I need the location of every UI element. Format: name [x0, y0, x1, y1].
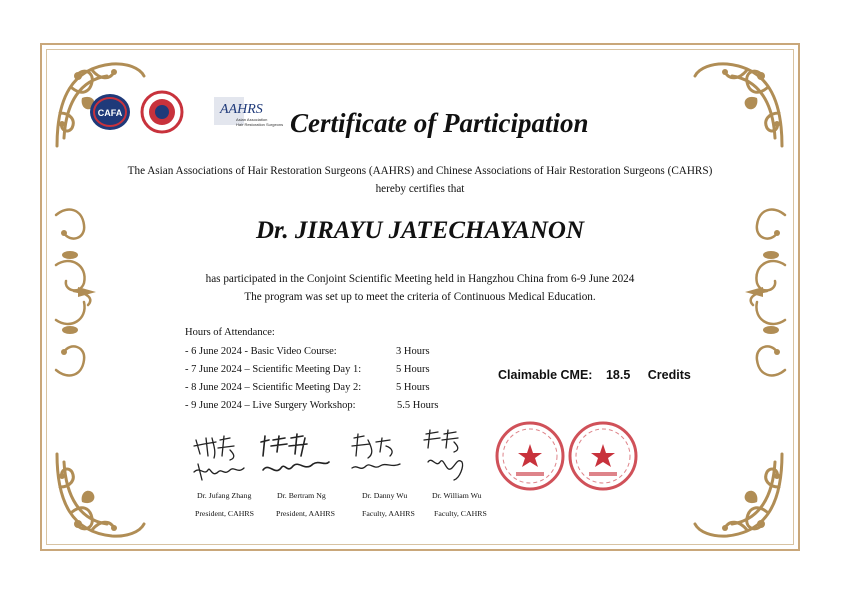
hours-item-label: - 7 June 2024 – Scientific Meeting Day 1:: [185, 364, 362, 375]
signature-bertram-ng: [255, 432, 335, 482]
hours-item-label: - 9 June 2024 – Live Surgery Workshop:: [185, 400, 356, 411]
hours-item-value: 3 Hours: [396, 346, 430, 357]
aahrs-logo: [214, 93, 284, 133]
signatory-role: President, CAHRS: [195, 509, 254, 518]
cafa-logo-text: CAFA: [97, 108, 123, 118]
signatory-name: Dr. Danny Wu: [362, 491, 408, 500]
signatory-role: President, AAHRS: [276, 509, 335, 518]
hours-item-value: 5 Hours: [396, 382, 430, 393]
signatory-name: Dr. Bertram Ng: [277, 491, 326, 500]
signature-william-wu: [418, 428, 474, 484]
cme-summary: [498, 368, 691, 382]
certificate-title: Certificate of Participation: [290, 108, 589, 138]
hours-item-label: - 8 June 2024 – Scientific Meeting Day 2:: [185, 382, 362, 393]
hours-item-value: 5 Hours: [396, 364, 430, 375]
hours-item-label: - 6 June 2024 - Basic Video Course:: [185, 346, 337, 357]
hours-item-value: 5.5 Hours: [397, 400, 439, 411]
signatory-role: Faculty, AAHRS: [362, 509, 415, 518]
signatory-name: Dr. Jufang Zhang: [197, 491, 252, 500]
aahrs-logo-sub2: Hair Restoration Surgeons: [236, 122, 284, 127]
corner-ornament-top-right: [692, 58, 787, 150]
cme-label: Claimable CME:: [498, 368, 593, 382]
cme-value: 18.5: [605, 368, 631, 382]
aahrs-logo-text: AAHRS: [220, 102, 263, 117]
recipient-name: Dr. JIRAYU JATECHAYANON: [255, 217, 585, 244]
cafa-logo: [88, 92, 132, 132]
side-ornament-left: [48, 195, 100, 390]
intro-line-1: The Asian Associations of Hair Restoration Surgeons (AAHRS) and Chinese Associations of Hair Restoration Surgeons (CAHRS): [127, 165, 713, 177]
corner-ornament-bottom-right: [692, 450, 787, 542]
intro-line-2: hereby certifies that: [375, 183, 465, 195]
seal-stamp-right: [567, 420, 639, 492]
signatory-role: Faculty, CAHRS: [434, 509, 487, 518]
body-line-1: has participated in the Conjoint Scientific Meeting held in Hangzhou China from 6-9 June 2024: [205, 273, 635, 285]
signature-jufang-zhang: [190, 432, 250, 484]
side-ornament-right: [741, 195, 793, 390]
hours-title: Hours of Attendance:: [185, 327, 275, 338]
aahrs-logo-sub1: Asian Association: [236, 117, 268, 122]
signature-danny-wu: [346, 430, 408, 480]
corner-ornament-bottom-left: [52, 450, 147, 542]
body-line-2: The program was set up to meet the criteria of Continuous Medical Education.: [244, 291, 596, 303]
cme-unit: Credits: [647, 368, 691, 382]
cahrs-logo: [140, 90, 184, 134]
seal-stamp-left: [494, 420, 566, 492]
signatory-name: Dr. William Wu: [432, 491, 482, 500]
